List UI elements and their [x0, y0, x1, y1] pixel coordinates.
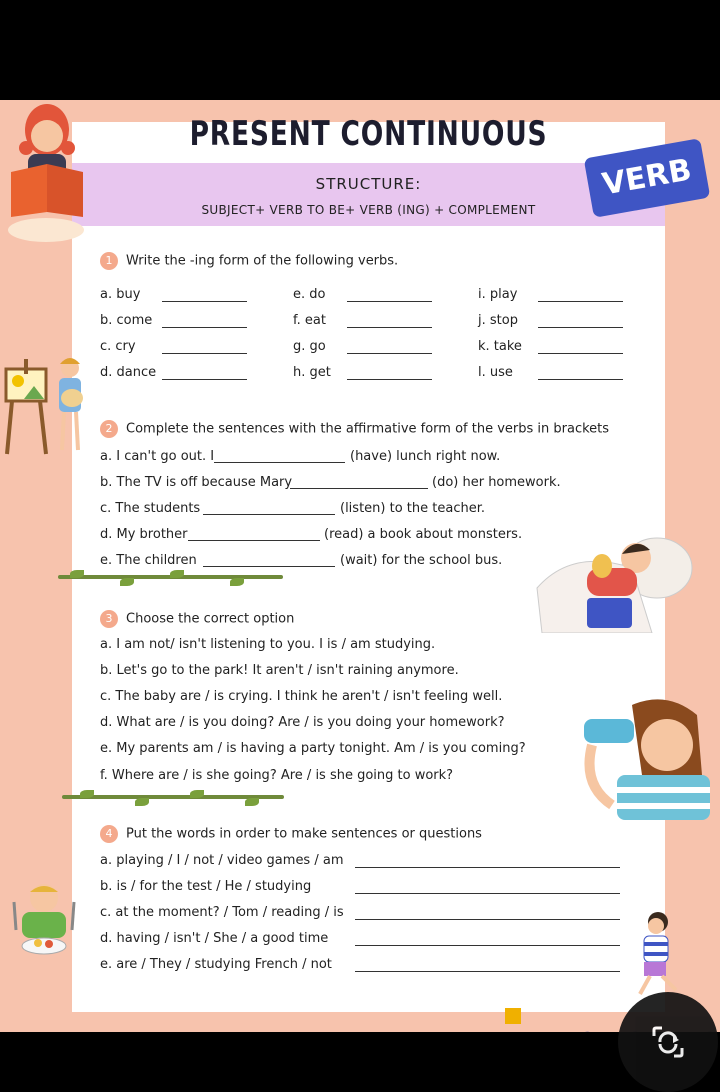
exercise-1-number: 1 [100, 252, 118, 270]
ex1-verb: c. cry [100, 339, 136, 354]
ex4-word-prompt: b. is / for the test / He / studying [100, 879, 312, 894]
exercise-1-text: Write the -ing form of the following verbs. [126, 253, 399, 269]
ex3-sentence[interactable]: b. Let's go to the park! It aren't / isn't raining anymore. [100, 663, 459, 678]
verb-badge: VERB [584, 138, 711, 218]
structure-label: STRUCTURE: [315, 175, 422, 193]
ex3-sentence[interactable]: d. What are / is you doing? Are / is you doing your homework? [100, 715, 505, 730]
google-lens-icon [646, 1020, 690, 1064]
boy-eating-illustration [4, 880, 82, 962]
exercise-2-number: 2 [100, 420, 118, 438]
ex2-sentence-end: (wait) for the school bus. [340, 553, 503, 568]
ex2-answer-blank[interactable] [203, 514, 335, 515]
ex4-word-prompt: e. are / They / studying French / not [100, 957, 332, 972]
ex2-sentence-start: e. The children [100, 553, 197, 568]
exercise-2-instruction [100, 420, 609, 438]
ex4-answer-line[interactable] [355, 867, 620, 868]
ex4-answer-line[interactable] [355, 893, 620, 894]
ex2-sentence-end: (do) her homework. [432, 475, 561, 490]
exercise-1-instruction [100, 252, 398, 270]
ex4-answer-line[interactable] [355, 919, 620, 920]
exercise-4-number: 4 [100, 825, 118, 843]
ex3-sentence[interactable]: e. My parents am / is having a party tonight. Am / is you coming? [100, 741, 526, 756]
boy-running-illustration [630, 910, 688, 998]
ex1-answer-blank[interactable] [538, 327, 623, 328]
ex1-answer-blank[interactable] [162, 379, 247, 380]
ex3-sentence[interactable]: a. I am not/ isn't listening to you. I is / am studying. [100, 637, 436, 652]
structure-formula: SUBJECT+ VERB TO BE+ VERB (ING) + COMPLEMENT [201, 203, 536, 217]
ex4-word-prompt: c. at the moment? / Tom / reading / is [100, 905, 344, 920]
ex1-verb: j. stop [478, 313, 518, 328]
sleeping-boy-illustration [532, 528, 697, 633]
ex2-sentence-end: (read) a book about monsters. [324, 527, 523, 542]
ex1-answer-blank[interactable] [347, 353, 432, 354]
ex1-answer-blank[interactable] [162, 327, 247, 328]
ex1-verb: f. eat [293, 313, 326, 328]
exercise-4-instruction [100, 825, 482, 843]
ex1-verb: k. take [478, 339, 522, 354]
ex1-verb: d. dance [100, 365, 157, 380]
ex1-answer-blank[interactable] [538, 353, 623, 354]
ex2-answer-blank[interactable] [188, 540, 320, 541]
ex1-answer-blank[interactable] [538, 379, 623, 380]
ex2-answer-blank[interactable] [203, 566, 335, 567]
painter-girl-illustration [4, 354, 92, 459]
ex2-answer-blank[interactable] [214, 462, 345, 463]
ex2-sentence-start: b. The TV is off because Mary [100, 475, 293, 490]
ex3-sentence[interactable]: c. The baby are / is crying. I think he aren't / isn't feeling well. [100, 689, 503, 704]
page-title: PRESENT CONTINUOUS [189, 114, 548, 154]
ex1-answer-blank[interactable] [347, 301, 432, 302]
ex1-answer-blank[interactable] [162, 353, 247, 354]
ex1-answer-blank[interactable] [347, 379, 432, 380]
ex1-answer-blank[interactable] [538, 301, 623, 302]
exercise-4-text: Put the words in order to make sentences or questions [126, 826, 482, 842]
ex2-sentence-start: d. My brother [100, 527, 188, 542]
boy-drinking-illustration [572, 695, 712, 820]
ex1-answer-blank[interactable] [347, 327, 432, 328]
ex1-verb: l. use [478, 365, 513, 380]
ex1-verb: g. go [293, 339, 326, 354]
ex4-answer-line[interactable] [355, 945, 620, 946]
structure-band [72, 163, 665, 226]
exercise-2-text: Complete the sentences with the affirmative form of the verbs in brackets [126, 421, 610, 437]
ex1-verb: e. do [293, 287, 326, 302]
ex3-sentence[interactable]: f. Where are / is she going? Are / is she going to work? [100, 768, 454, 783]
ex4-word-prompt: d. having / isn't / She / a good time [100, 931, 329, 946]
exercise-3-number: 3 [100, 610, 118, 628]
girl-reading-illustration [6, 102, 88, 247]
ex2-sentence-start: a. I can't go out. I [100, 449, 215, 464]
ex1-verb: h. get [293, 365, 331, 380]
bottom-bar [0, 1032, 720, 1087]
google-lens-button[interactable] [618, 992, 718, 1092]
exercise-3-text: Choose the correct option [126, 611, 295, 627]
ex4-answer-line[interactable] [355, 971, 620, 972]
ex1-verb: b. come [100, 313, 153, 328]
ex2-sentence-end: (listen) to the teacher. [340, 501, 485, 516]
ex2-sentence-end: (have) lunch right now. [350, 449, 501, 464]
ex4-word-prompt: a. playing / I / not / video games / am [100, 853, 344, 868]
ex1-answer-blank[interactable] [162, 301, 247, 302]
ex2-answer-blank[interactable] [290, 488, 428, 489]
ex1-verb: i. play [478, 287, 518, 302]
ex2-sentence-start: c. The students [100, 501, 201, 516]
exercise-3-instruction [100, 610, 294, 628]
ex1-verb: a. buy [100, 287, 141, 302]
